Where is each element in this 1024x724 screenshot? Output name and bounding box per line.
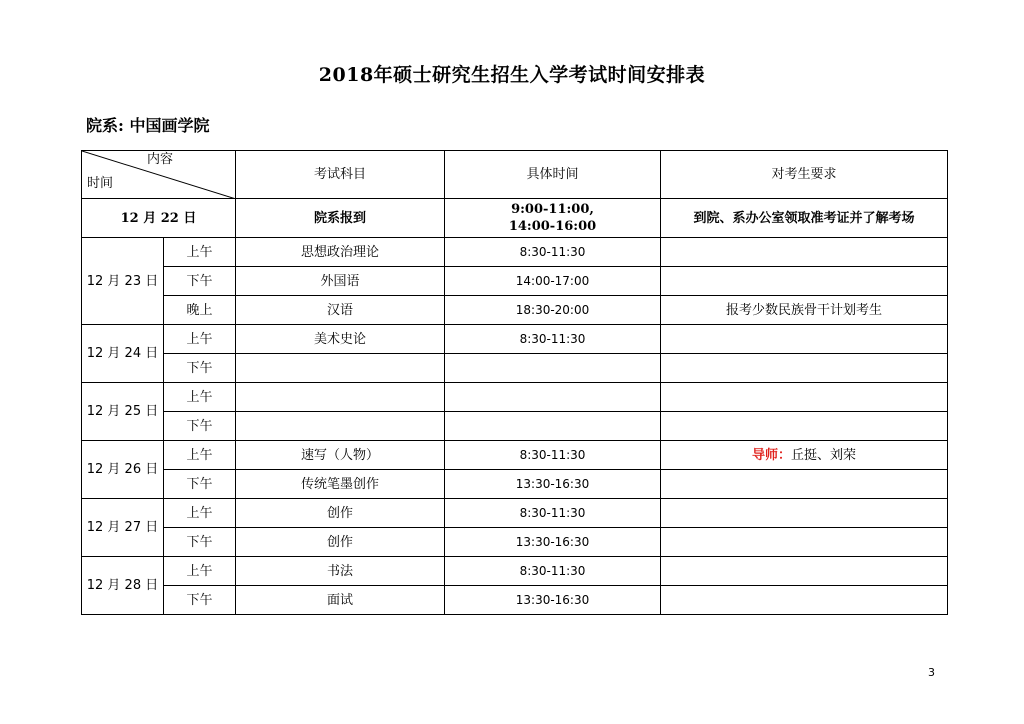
note-cell: 报考少数民族骨干计划考生	[661, 296, 948, 325]
subject-cell: 美术史论	[236, 325, 445, 354]
note-cell	[661, 557, 948, 586]
subject-cell	[236, 412, 445, 441]
period-cell: 下午	[164, 267, 236, 296]
time-cell: 18:30-20:00	[445, 296, 661, 325]
subject-cell: 速写（人物）	[236, 441, 445, 470]
session-row	[82, 238, 948, 267]
session-row	[82, 528, 948, 557]
session-row	[82, 325, 948, 354]
time-cell	[445, 412, 661, 441]
note-cell	[661, 383, 948, 412]
day-date-cell: 12 月 23 日	[82, 238, 164, 325]
day-date-cell: 12 月 26 日	[82, 441, 164, 499]
subject-cell: 创作	[236, 528, 445, 557]
day-date-cell: 12 月 25 日	[82, 383, 164, 441]
page-number: 3	[928, 666, 935, 679]
time-cell: 13:30-16:30	[445, 586, 661, 615]
period-cell: 上午	[164, 557, 236, 586]
page-title: 2018年硕士研究生招生入学考试时间安排表	[318, 64, 706, 86]
note-cell	[661, 441, 948, 470]
note-cell	[661, 354, 948, 383]
subject-cell: 创作	[236, 499, 445, 528]
subject-cell	[236, 383, 445, 412]
period-cell: 晚上	[164, 296, 236, 325]
note-cell	[661, 412, 948, 441]
registration-date: 12 月 22 日	[82, 199, 236, 238]
session-row	[82, 354, 948, 383]
period-cell: 下午	[164, 586, 236, 615]
session-row	[82, 441, 948, 470]
session-row	[82, 586, 948, 615]
subject-cell	[236, 354, 445, 383]
time-cell: 13:30-16:30	[445, 528, 661, 557]
session-row	[82, 267, 948, 296]
department-label: 院系: 中国画学院	[86, 116, 210, 135]
registration-row	[82, 199, 948, 238]
header-row	[82, 151, 948, 199]
period-cell: 上午	[164, 325, 236, 354]
period-cell: 上午	[164, 238, 236, 267]
session-row	[82, 296, 948, 325]
note-cell	[661, 325, 948, 354]
period-cell: 下午	[164, 412, 236, 441]
period-cell: 上午	[164, 499, 236, 528]
day-date-cell: 12 月 28 日	[82, 557, 164, 615]
corner-time-label: 时间	[87, 176, 114, 191]
registration-time-line-2: 14:00-16:00	[508, 219, 597, 234]
supervisor-names: 丘挺、刘荣	[791, 447, 857, 463]
registration-subject: 院系报到	[236, 199, 445, 238]
session-row	[82, 383, 948, 412]
time-cell	[445, 383, 661, 412]
schedule-body	[82, 151, 948, 615]
header-time: 具体时间	[445, 151, 661, 199]
time-cell: 8:30-11:30	[445, 238, 661, 267]
supervisor-label: 导师：	[751, 447, 791, 463]
session-row	[82, 557, 948, 586]
time-cell: 8:30-11:30	[445, 499, 661, 528]
registration-requirement: 到院、系办公室领取准考证并了解考场	[661, 199, 948, 238]
time-cell: 8:30-11:30	[445, 325, 661, 354]
registration-time-line-1: 9:00-11:00,	[511, 202, 594, 217]
corner-content-label: 内容	[146, 152, 173, 167]
time-cell	[445, 354, 661, 383]
time-cell: 8:30-11:30	[445, 557, 661, 586]
time-cell: 13:30-16:30	[445, 470, 661, 499]
note-cell	[661, 470, 948, 499]
period-cell: 下午	[164, 470, 236, 499]
corner-header-cell	[82, 151, 236, 199]
subject-cell: 思想政治理论	[236, 238, 445, 267]
header-requirement: 对考生要求	[661, 151, 948, 199]
subject-cell: 汉语	[236, 296, 445, 325]
subject-cell: 外国语	[236, 267, 445, 296]
time-cell: 14:00-17:00	[445, 267, 661, 296]
note-cell	[661, 238, 948, 267]
session-row	[82, 470, 948, 499]
note-cell	[661, 499, 948, 528]
time-cell: 8:30-11:30	[445, 441, 661, 470]
note-cell	[661, 586, 948, 615]
subject-cell: 面试	[236, 586, 445, 615]
registration-time	[445, 199, 661, 238]
period-cell: 上午	[164, 441, 236, 470]
period-cell: 下午	[164, 528, 236, 557]
note-cell	[661, 528, 948, 557]
subject-cell: 传统笔墨创作	[236, 470, 445, 499]
header-subject: 考试科目	[236, 151, 445, 199]
day-date-cell: 12 月 27 日	[82, 499, 164, 557]
note-cell	[661, 267, 948, 296]
session-row	[82, 499, 948, 528]
session-row	[82, 412, 948, 441]
period-cell: 下午	[164, 354, 236, 383]
subject-cell: 书法	[236, 557, 445, 586]
schedule-table	[81, 150, 948, 615]
period-cell: 上午	[164, 383, 236, 412]
day-date-cell: 12 月 24 日	[82, 325, 164, 383]
